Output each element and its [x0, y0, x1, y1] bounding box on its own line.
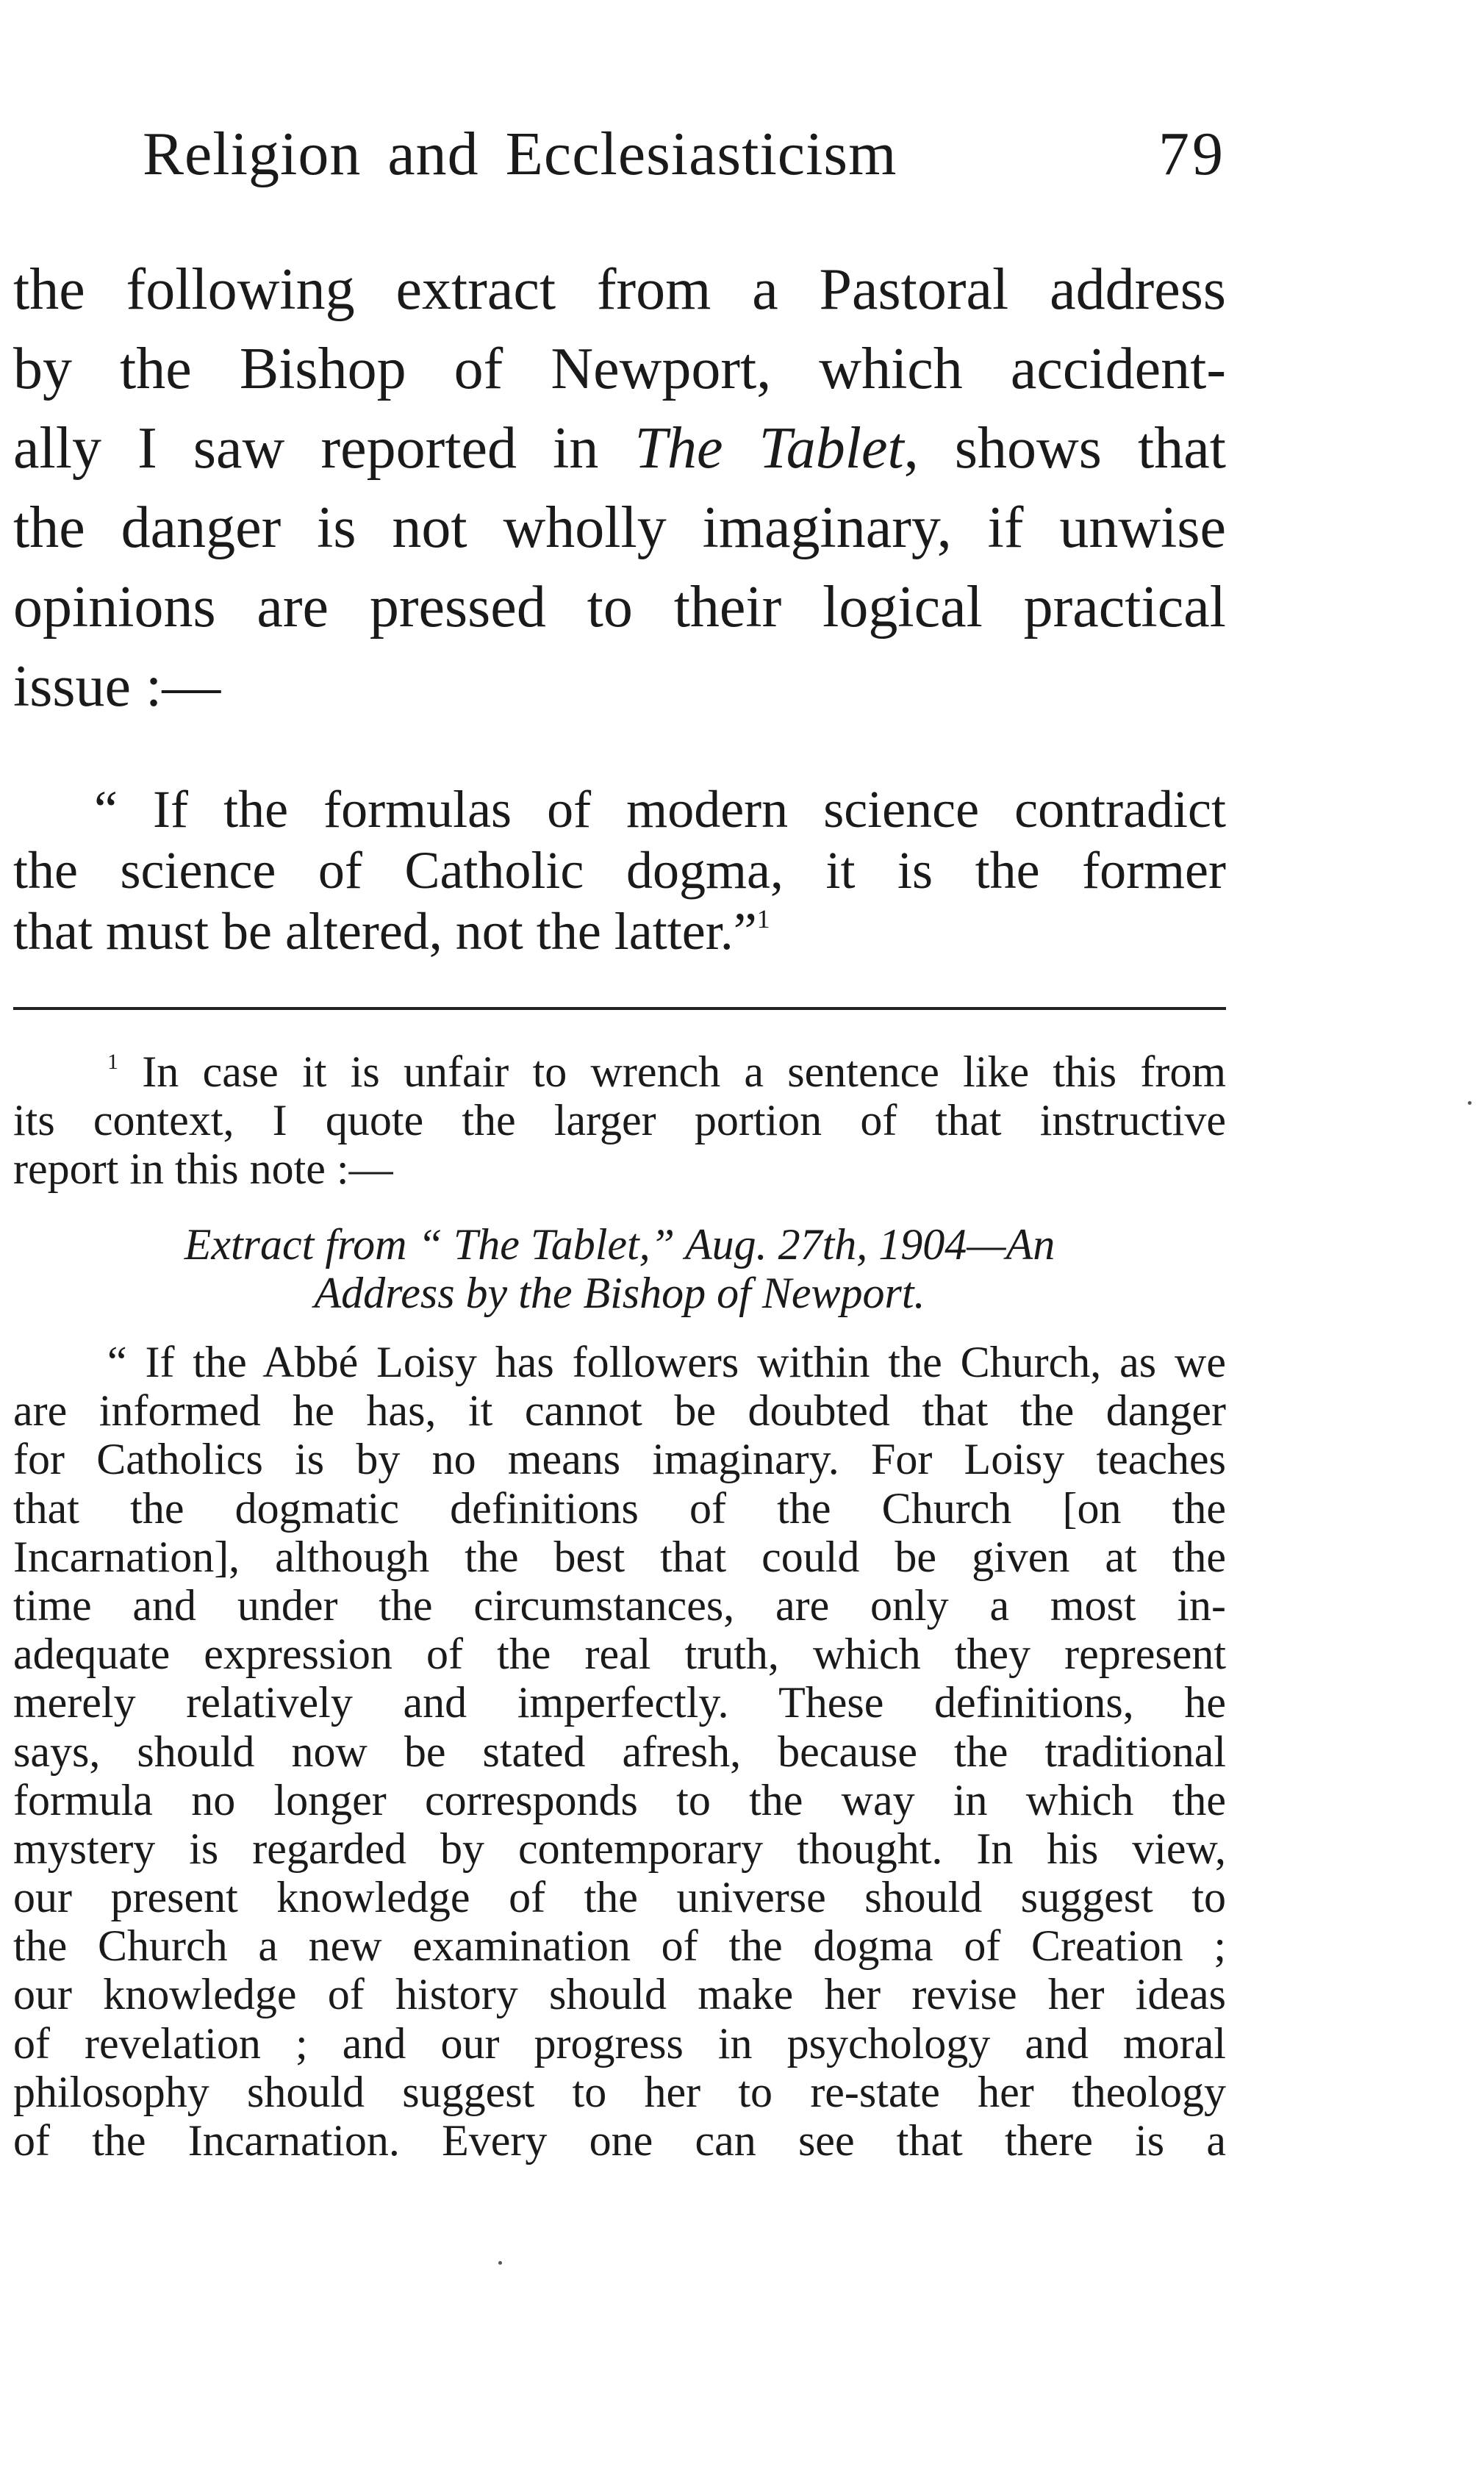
- extract-line: adequate expression of the real truth, which they represent: [13, 1630, 1226, 1679]
- extract-line: are informed he has, it cannot be doubted that the danger: [13, 1386, 1226, 1436]
- footnote-line-text: In case it is unfair to wrench a sentence like this from: [142, 1047, 1226, 1096]
- extract-heading-line: Extract from “ The Tablet,” Aug. 27th, 1904—An: [184, 1220, 1055, 1269]
- extract-line: merely relatively and imperfectly. These definitions, he: [13, 1678, 1226, 1727]
- extract-heading-line: Address by the Bishop of Newport.: [314, 1269, 925, 1317]
- scan-speck: [498, 2261, 502, 2265]
- extract-heading: [13, 1220, 1226, 1317]
- footnote-line: report in this note :—: [13, 1144, 393, 1193]
- footnote-marker: 1: [107, 1050, 118, 1074]
- extract-quote: [13, 1338, 1226, 2165]
- text-line: the danger is not wholly imaginary, if unwise: [13, 495, 1226, 560]
- text-line: [13, 409, 1226, 488]
- footnote-divider: [13, 1007, 1226, 1010]
- extract-line: “ If the Abbé Loisy has followers within the Church, as we: [107, 1338, 1226, 1386]
- extract-line: the Church a new examination of the dogma of Creation ;: [13, 1921, 1226, 1971]
- block-quote: [13, 779, 1226, 962]
- text-line-start: ally I saw reported in: [13, 416, 635, 481]
- quote-line-text: that must be altered, not the latter.”: [13, 902, 757, 961]
- text-line: the following extract from a Pastoral address: [13, 257, 1226, 322]
- extract-line: our present knowledge of the universe should suggest to: [13, 1873, 1226, 1922]
- extract-line: our knowledge of history should make her revise her ideas: [13, 1970, 1226, 2019]
- extract-line: mystery is regarded by contemporary thought. In his view,: [13, 1824, 1226, 1873]
- extract-line: of the Incarnation. Every one can see that there is a: [13, 2116, 1226, 2165]
- page-number: 79: [1158, 120, 1226, 188]
- body-paragraph: [13, 250, 1226, 726]
- scan-speck: [1468, 1101, 1472, 1105]
- footnote-reference: 1: [756, 904, 770, 934]
- extract-line: time and under the circumstances, are only a most in-: [13, 1580, 1226, 1630]
- text-line: opinions are pressed to their logical practical: [13, 575, 1226, 640]
- quote-line: [13, 901, 1226, 962]
- extract-line: Incarnation], although the best that could be given at the: [13, 1532, 1226, 1581]
- running-head: [143, 110, 1226, 198]
- publication-title: The Tablet: [634, 416, 904, 481]
- text-line-end: , shows that: [903, 416, 1226, 481]
- extract-line: that the dogmatic definitions of the Church [on the: [13, 1483, 1226, 1533]
- extract-line: of revelation ; and our progress in psychology and moral: [13, 2018, 1226, 2068]
- quote-line: “ If the formulas of modern science contradict: [94, 780, 1226, 839]
- extract-line: formula no longer corresponds to the way in which the: [13, 1775, 1226, 1824]
- extract-line: for Catholics is by no means imaginary. For Loisy teaches: [13, 1435, 1226, 1484]
- quote-line: the science of Catholic dogma, it is the former: [13, 841, 1226, 900]
- text-line: by the Bishop of Newport, which accident-: [13, 337, 1226, 401]
- running-title: Religion and Ecclesiasticism: [143, 120, 897, 188]
- extract-line: philosophy should suggest to her to re-state her theology: [13, 2067, 1226, 2116]
- footnote-line: its context, I quote the larger portion of that instructive: [13, 1096, 1226, 1144]
- extract-line: says, should now be stated afresh, because the traditional: [13, 1727, 1226, 1776]
- text-line: issue :—: [13, 654, 221, 719]
- footnote-line: [13, 1047, 1226, 1096]
- footnote: [13, 1047, 1226, 1193]
